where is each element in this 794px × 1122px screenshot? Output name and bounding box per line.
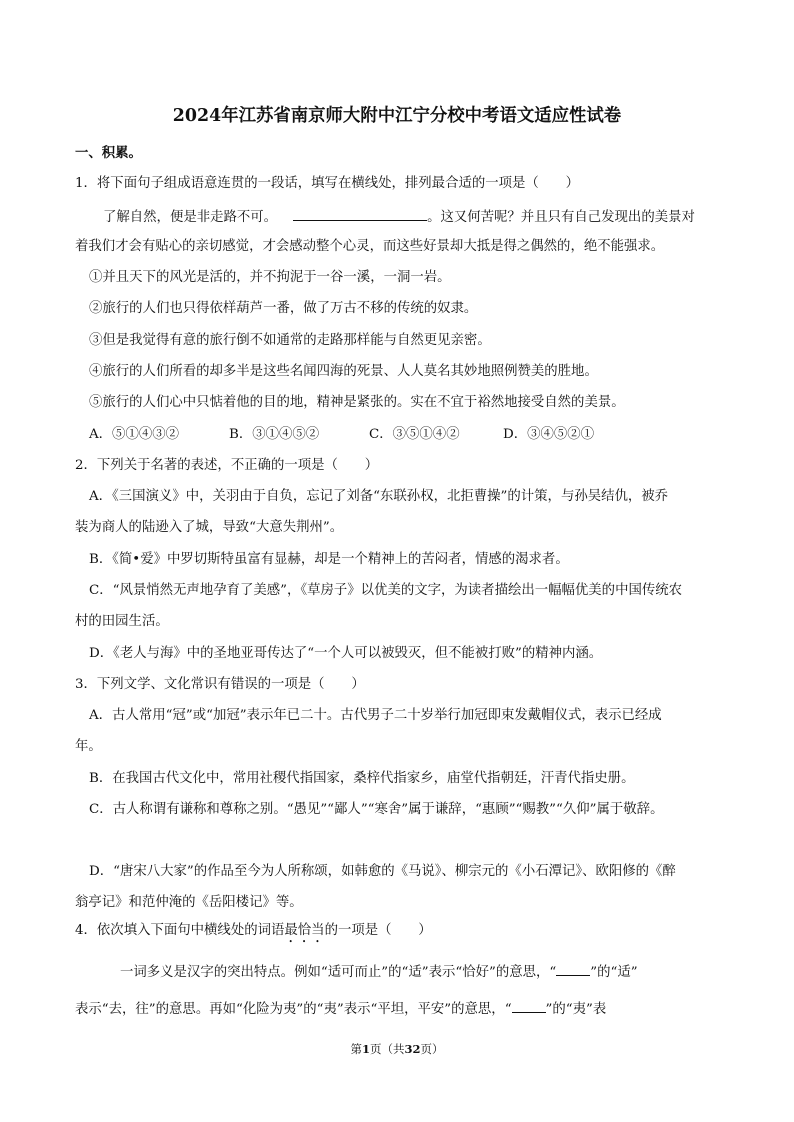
passage-text: 表示“去，往”的意思。再如“化险为夷”的“夷”表示“平坦，平安”的意思，“ [75,1002,512,1017]
question-2-option-c-line2: 村的田园生活。 [75,614,169,629]
question-3-option-b: B．在我国古代文化中，常用社稷代指国家，桑梓代指家乡，庙堂代指朝廷，汗青代指史册。 [89,771,635,786]
option-b: B．③①④⑤② [229,427,320,442]
question-3-stem: 3．下列文学、文化常识有错误的一项是（ ） [75,677,365,692]
stem-text: 的一项是（ ） [324,923,432,938]
question-2-option-c-line1: C．“风景悄然无声地孕育了美感”，《草房子》以优美的文字，为读者描绘出一幅幅优美的中国传统农 [89,583,683,598]
question-2-option-a-line1: A．《三国演义》中，关羽由于自负，忘记了刘备“东联孙权，北拒曹操”的计策，与孙吴结仇，被乔 [89,489,669,504]
question-1-item-2: ②旅行的人们也只得依样葫芦一番，做了万古不移的传统的奴隶。 [89,301,478,316]
question-1-options [89,425,594,445]
question-1-passage-line2: 着我们才会有贴心的亲切感觉，才会感动整个心灵，而这些好景却大抵是得之偶然的，绝不能强求。 [75,239,665,254]
option-a: A．⑤①④③② [89,427,180,442]
question-1-item-1: ①并且天下的风光是活的，并不拘泥于一谷一溪，一洞一岩。 [89,270,451,285]
question-2-option-d: D．《老人与海》中的圣地亚哥传达了“一个人可以被毁灭，但不能被打败”的精神内涵。 [89,646,603,661]
question-3-option-d-line2: 翁亭记》和范仲淹的《岳阳楼记》等。 [75,895,303,910]
page-title: 2024年江苏省南京师大附中江宁分校中考语文适应性试卷 [172,106,622,126]
question-3-option-a-line2: 年。 [75,739,102,754]
page-footer [0,1041,794,1057]
passage-text: ”的“夷”表 [545,1002,607,1017]
question-1-stem: 1．将下面句子组成语意连贯的一段话，填写在横线处，排列最合适的一项是（ ） [75,176,579,191]
total-pages: 32 [404,1042,421,1056]
option-c: C．③⑤①④② [369,427,460,442]
section-heading: 一、积累。 [75,145,142,161]
answer-blank [512,998,546,1013]
question-4-stem [75,921,432,946]
passage-text: 一词多义是汉字的突出特点。例如“适可而止”的“适”表示“恰好”的意思，“ [120,965,557,980]
question-3-option-a-line1: A．古人常用“冠”或“加冠”表示年已二十。古代男子二十岁举行加冠即束发戴帽仪式，表示已经成 [89,708,662,723]
option-d: D．③④⑤②① [503,427,595,442]
question-2-stem: 2．下列关于名著的表述，不正确的一项是（ ） [75,458,379,473]
page-number: 1 [361,1042,370,1056]
passage-text: 了解自然，便是非走路不可。 [103,210,278,225]
question-4-passage-line1 [120,961,638,983]
question-2-option-b: B．《简•爱》中罗切斯特虽富有显赫，却是一个精神上的苦闷者，情感的渴求者。 [89,552,569,567]
question-3-option-c: C．古人称谓有谦称和尊称之别。“愚见”“鄙人”“寒舍”属于谦辞，“惠顾”“赐教”“久仰”属于敬辞。 [89,802,664,817]
question-4-passage-line2 [75,998,606,1020]
question-1-item-4: ④旅行的人们所看的却多半是这些名闻四海的死景、人人莫名其妙地照例赞美的胜地。 [89,364,598,379]
footer-text: 页（共 [370,1042,405,1056]
question-1-passage-line1 [103,206,695,228]
emphasized-text: 最恰当 [284,923,325,938]
question-2-option-a-line2: 装为商人的陆逊入了城，导致“大意失荆州”。 [75,520,344,535]
answer-blank [293,206,427,221]
footer-text: 第 [350,1042,362,1056]
question-1-item-5: ⑤旅行的人们心中只惦着他的目的地，精神是紧张的。实在不宜于裕然地接受自然的美景。 [89,395,625,410]
question-3-option-d-line1: D．“唐宋八大家”的作品至今为人所称颂，如韩愈的《马说》、柳宗元的《小石潭记》、欧阳修的《醉 [89,864,676,879]
footer-text: 页） [420,1042,444,1056]
question-1-item-3: ③但是我觉得有意的旅行倒不如通常的走路那样能与自然更见亲密。 [89,333,491,348]
stem-text: 4．依次填入下面句中横线处的词语 [75,923,285,938]
passage-text: 。这又何苦呢？并且只有自己发现出的美景对 [427,210,695,225]
passage-text: ”的“适” [590,965,638,980]
answer-blank [556,961,590,976]
